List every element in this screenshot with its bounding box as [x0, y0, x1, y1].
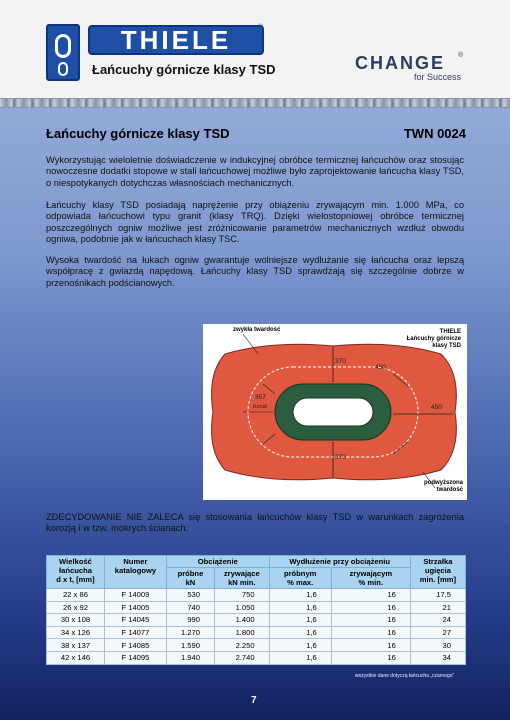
table-cell: 16 [331, 601, 410, 614]
table-cell: 990 [166, 614, 214, 627]
paragraph-1: Wykorzystując wieloletnie doświadczenie w indukcyjnej obróbce termicznej łańcuchów oraz stosując nowoczesne dodatki stopowe w stali łańcuchowej możliwe było zaprojektowanie łańcucha klasy TSD, o niespotykanych dotychczas własnościach mechanicznych. [46, 155, 464, 188]
table-cell: 750 [214, 589, 269, 602]
table-cell: 34 x 126 [47, 626, 105, 639]
specs-table-wrapper [46, 555, 466, 665]
table-cell: 16 [331, 614, 410, 627]
table-cell: 21 [410, 601, 465, 614]
table-cell: 1.940 [166, 651, 214, 664]
th-load-group: Obciążenie [166, 556, 269, 568]
th-size: Wielkość łańcucha d x t, [mm] [47, 556, 105, 589]
th-break-load: zrywające kN min. [214, 568, 269, 589]
change-logo: CHANGE [355, 53, 446, 73]
table-cell: 1.050 [214, 601, 269, 614]
table-cell: 1.270 [166, 626, 214, 639]
table-cell: 2.740 [214, 651, 269, 664]
table-cell: 16 [331, 651, 410, 664]
th-catalog: Numer katalogowy [104, 556, 166, 589]
table-cell: 30 x 108 [47, 614, 105, 627]
table-cell: F 14009 [104, 589, 166, 602]
page-number: 7 [251, 695, 257, 706]
paragraph-3: Wysoka twardość na łukach ogniw gwarantuje wolniejsze wydłużanie się łańcucha oraz lepszą współpracę z gwiazdą napędową. Łańcuchy klasy TSD sprawdzają się szczególnie dobrze w przenośnikach podścianowych. [46, 255, 464, 288]
table-cell: 42 x 146 [47, 651, 105, 664]
registered-mark: ® [258, 24, 264, 31]
change-registered-mark: ® [458, 52, 464, 59]
brand-name: THIELE [88, 25, 264, 55]
specs-table [46, 555, 466, 665]
table-head [47, 556, 466, 589]
table-cell: 26 x 92 [47, 601, 105, 614]
table-row [47, 651, 466, 664]
table-cell: 30 [410, 639, 465, 652]
th-elongation-group: Wydłużenie przy obciążeniu [269, 556, 410, 568]
title-row [46, 126, 466, 144]
page-header [0, 0, 510, 105]
label-small: Konsł [253, 404, 267, 410]
table-cell: 2.250 [214, 639, 269, 652]
thiele-logo-icon [46, 24, 80, 81]
th-elongation-proof: próbnym % max. [269, 568, 331, 589]
table-cell: F 14085 [104, 639, 166, 652]
table-row [47, 601, 466, 614]
table-cell: 16 [331, 626, 410, 639]
table-cell: 1,6 [269, 589, 331, 602]
chain-link-diagram [203, 324, 467, 500]
table-cell: 16 [331, 639, 410, 652]
value-bottom: 370 [335, 454, 346, 461]
value-top-right: 450 [375, 364, 386, 371]
table-row [47, 589, 466, 602]
table-cell: F 14095 [104, 651, 166, 664]
table-cell: 1,6 [269, 651, 331, 664]
table-cell: 1.800 [214, 626, 269, 639]
table-cell: 27 [410, 626, 465, 639]
table-cell: 22 x 86 [47, 589, 105, 602]
table-cell: 1,6 [269, 614, 331, 627]
warning-paragraph: ZDECYDOWANIE NIE ZALECA się stosowania łańcuchów klasy TSD w warunkach zagrożenia korozją i w tzw. mokrych ścianach. [46, 512, 464, 534]
table-cell: 1,6 [269, 639, 331, 652]
table-cell: 17,5 [410, 589, 465, 602]
th-proof-load: próbne kN [166, 568, 214, 589]
value-right: 450 [431, 404, 442, 411]
table-cell: F 14077 [104, 626, 166, 639]
table-cell: 1.400 [214, 614, 269, 627]
table-cell: 1,6 [269, 626, 331, 639]
label-thiele-tsd: THIELE Łańcuchy górnicze klasy TSD [406, 329, 461, 349]
table-cell: 24 [410, 614, 465, 627]
table-cell: 1.590 [166, 639, 214, 652]
change-tagline: for Success [414, 72, 462, 82]
value-top: 370 [335, 358, 346, 365]
table-cell: 1,6 [269, 601, 331, 614]
document-code: TWN 0024 [403, 126, 466, 141]
value-left: 357 [255, 394, 266, 401]
label-increased-hardness: podwyższona twardość [423, 480, 463, 493]
table-cell: 38 x 137 [47, 639, 105, 652]
table-cell: F 14005 [104, 601, 166, 614]
header-subtitle: Łańcuchy górnicze klasy TSD [92, 62, 276, 77]
table-cell: 16 [331, 589, 410, 602]
label-normal-hardness: zwykła twardość [233, 327, 281, 333]
table-row [47, 614, 466, 627]
paragraph-2: Łańcuchy klasy TSD posiadają naprężenie przy obiążeniu zrywającym min. 1.000 MPa, co odpowiada łańcuchowi typu granit (klasy TRQ). Dzięki wielostopniowej obróbce termicznej poszczególnych ogniw możliwe jest zróżnicowanie parametrów mechanicznych wzdłuż obwodu ogniwa, podobnie jak w łańcuchach klasy TSC. [46, 200, 464, 245]
chain-divider [0, 98, 510, 108]
table-cell: 740 [166, 601, 214, 614]
table-row [47, 639, 466, 652]
table-note: wszystkie dane dotyczą łańcucha „czarnego” [355, 673, 455, 679]
table-cell: F 14045 [104, 614, 166, 627]
th-deflection: Strzałka ugięcia min. [mm] [410, 556, 465, 589]
hardness-diagram-svg [203, 324, 467, 500]
table-row [47, 626, 466, 639]
table-body [47, 589, 466, 665]
table-cell: 530 [166, 589, 214, 602]
th-elongation-break: zrywającym % min. [331, 568, 410, 589]
page-title: Łańcuchy górnicze klasy TSD [46, 126, 230, 141]
table-cell: 34 [410, 651, 465, 664]
